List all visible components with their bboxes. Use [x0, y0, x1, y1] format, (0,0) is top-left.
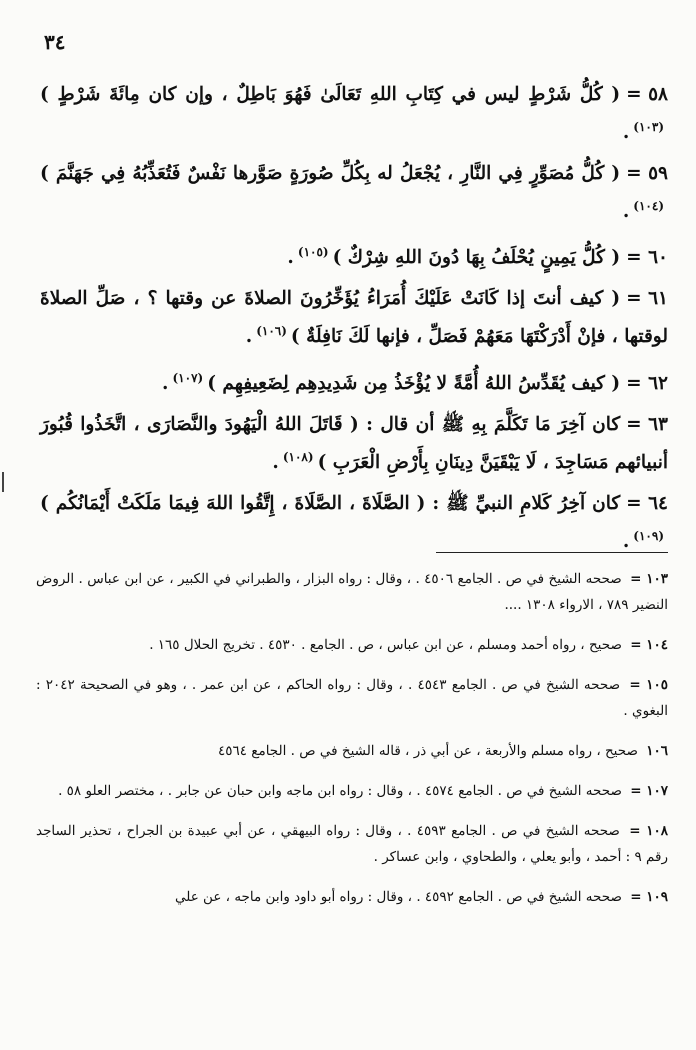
hadith-number: ٥٩ = — [626, 163, 668, 185]
footnote-number: ١٠٣ = — [630, 571, 668, 587]
footnote-text: صحيح ، رواه أحمد ومسلم ، عن ابن عباس ، ص . الجامع . ٤٥٣٠ . تخريج الحلال ١٦٥ . — [149, 637, 622, 653]
hadith-58: ٥٨ =( كُلُّ شَرْطٍ ليس في كِتَابِ اللهِ تَعَالَىٰ فَهُوَ بَاطِلٌ ، وإن كان مِائَةَ شَرْطٍ )$^{(١٠٣)}$. — [40, 78, 668, 149]
footnote-text: صحيح ، رواه مسلم والأربعة ، عن أبي ذر ، قاله الشيخ في ص . الجامع ٤٥٦٤ — [217, 743, 638, 759]
hadith-number: ٦٣ = — [626, 413, 668, 435]
footnote-reference: (١٠٣) — [633, 120, 664, 134]
hadith-text: كان آخِرَ مَا تَكَلَّمَ بِهِ ﷺ أن قال : ( قَاتَلَ اللهُ الْيَهُودَ والنَّصَارَى ، اتَّخَذُوا قُبُورَ أنبيائهم مَسَاجِدَ ، لَا يَبْقَيَنَّ دِينَانِ بِأَرْضِ الْعَرَبِ ) — [40, 413, 668, 473]
footnote-108 — [36, 818, 668, 870]
hadith-number: ٦٢ = — [626, 372, 668, 394]
hadith-number: ٥٨ = — [626, 84, 668, 105]
hadith-list — [40, 78, 668, 566]
hadith-text: ( كُلُّ مُصَوِّرٍ فِي النَّارِ ، يُجْعَلُ له بِكُلِّ صُورَةٍ صَوَّرها نَفْسٌ فَتُعَذِّبُهُ فِي جَهَنَّمَ ) — [40, 163, 621, 185]
footnote-number: ١٠٩ = — [630, 889, 668, 905]
footnote-number: ١٠٨ = — [629, 823, 668, 839]
hadith-text: ( كيف أنتَ إذا كَانَتْ عَلَيْكَ أُمَرَاءُ يُؤَخِّرُونَ الصلاةَ عن وقتها ؟ ، صَلِّ الصلاةَ لوقتها ، فإنْ أَدْرَكْتَهَا مَعَهُمْ فَصَلِّ ، فإنها لَكَ نَافِلَةٌ ) — [40, 288, 668, 348]
footnote-text: صححه الشيخ في ص . الجامع ٤٥٧٤ . ، وقال : رواه ابن ماجه وابن حبان عن جابر . ، مختصر العلو ٥٨ . — [58, 783, 622, 799]
footnote-number: ١٠٦ — [646, 743, 668, 759]
footnote-109 — [36, 884, 668, 910]
hadith-text: كان آخِرُ كَلامِ النبيِّ ﷺ : ( الصَّلَاةَ ، الصَّلَاةَ ، إِتَّقُوا اللهَ فِيمَا مَلَكَتْ أَيْمَانُكُم ) — [40, 492, 621, 514]
hadith-62: ٦٢ =( كيف يُقَدِّسُ اللهُ أُمَّةً لا يُؤْخَذُ مِن شَدِيدِهِم لِضَعِيفِهِم )$^{(١٠٧)}$. — [40, 362, 668, 400]
page-number: ٣٤ — [44, 30, 66, 54]
hadith-59: ٥٩ =( كُلُّ مُصَوِّرٍ فِي النَّارِ ، يُجْعَلُ له بِكُلِّ صُورَةٍ صَوَّرها نَفْسٌ فَتُعَذِّبُهُ فِي جَهَنَّمَ )$^{(١٠٤)}$. — [40, 157, 668, 228]
hadith-text: ( كُلُّ شَرْطٍ ليس في كِتَابِ اللهِ تَعَالَىٰ فَهُوَ بَاطِلٌ ، وإن كان مِائَةَ شَرْطٍ ) — [40, 84, 621, 105]
hadith-number: ٦٤ = — [626, 492, 668, 514]
footnote-reference: (١٠٨) — [282, 449, 314, 464]
hadith-60: ٦٠ =( كُلُّ يَمِينٍ يُحْلَفُ بِهَا دُونَ اللهِ شِرْكٌ )$^{(١٠٥)}$. — [40, 236, 668, 274]
scan-edge-mark — [2, 472, 4, 492]
footnote-text: صححه الشيخ في ص . الجامع ٤٥٩٢ . ، وقال : رواه أبو داود وابن ماجه ، عن علي — [174, 889, 622, 905]
footnote-text: صححه الشيخ في ص . الجامع ٤٥٤٣ . ، وقال : رواه الحاكم ، عن ابن عمر . ، وهو في الصحيحة ٢٠٤٢ : البغوي . — [36, 677, 668, 719]
footnote-104 — [36, 632, 668, 658]
footnote-reference: (١٠٩) — [633, 528, 664, 543]
footnote-reference: (١٠٧) — [172, 370, 204, 385]
footnote-106 — [36, 738, 668, 764]
footnote-text: صححه الشيخ في ص . الجامع ٤٥٠٦ . ، وقال : رواه البزار ، والطبراني في الكبير ، عن ابن عباس . الروض النضير ٧٨٩ ، الارواء ١٣٠٨ .... — [36, 571, 668, 613]
hadith-61: ٦١ =( كيف أنتَ إذا كَانَتْ عَلَيْكَ أُمَرَاءُ يُؤَخِّرُونَ الصلاةَ عن وقتها ؟ ، صَلِّ الصلاةَ لوقتها ، فإنْ أَدْرَكْتَهَا مَعَهُمْ فَصَلِّ ، فإنها لَكَ نَافِلَةٌ )$^{(١٠٦)}$. — [40, 282, 668, 353]
footnote-number: ١٠٤ = — [630, 637, 668, 653]
footnote-105 — [36, 672, 668, 724]
hadith-64: ٦٤ =كان آخِرُ كَلامِ النبيِّ ﷺ : ( الصَّلَاةَ ، الصَّلَاةَ ، إِتَّقُوا اللهَ فِيمَا مَلَكَتْ أَيْمَانُكُم )$^{(١٠٩)}$. — [40, 487, 668, 558]
hadith-number: ٦٠ = — [626, 247, 668, 269]
hadith-text: ( كُلُّ يَمِينٍ يُحْلَفُ بِهَا دُونَ اللهِ شِرْكٌ ) — [332, 247, 621, 269]
footnote-103 — [36, 566, 668, 618]
footnote-number: ١٠٥ = — [629, 677, 669, 693]
footnote-text: صححه الشيخ في ص . الجامع ٤٥٩٣ . ، وقال : رواه البيهقي ، عن أبي عبيدة بن الجراح ، تحذير الساجد رقم ٩ : أحمد ، وأبو يعلي ، والطحاوي ، وابن عساكر . — [36, 823, 668, 865]
hadith-number: ٦١ = — [626, 288, 668, 310]
hadith-63: ٦٣ =كان آخِرَ مَا تَكَلَّمَ بِهِ ﷺ أن قال : ( قَاتَلَ اللهُ الْيَهُودَ والنَّصَارَى ، اتَّخَذُوا قُبُورَ أنبيائهم مَسَاجِدَ ، لَا يَبْقَيَنَّ دِينَانِ بِأَرْضِ الْعَرَبِ )$^{(١٠٨)}$. — [40, 408, 668, 479]
footnote-107 — [36, 778, 668, 804]
footnote-reference: (١٠٤) — [633, 199, 664, 214]
footnote-divider — [436, 552, 668, 553]
footnotes-section — [36, 566, 668, 924]
footnote-reference: (١٠٦) — [256, 324, 287, 339]
footnote-reference: (١٠٥) — [297, 245, 329, 260]
hadith-text: ( كيف يُقَدِّسُ اللهُ أُمَّةً لا يُؤْخَذُ مِن شَدِيدِهِم لِضَعِيفِهِم ) — [207, 372, 621, 394]
footnote-number: ١٠٧ = — [630, 783, 668, 799]
